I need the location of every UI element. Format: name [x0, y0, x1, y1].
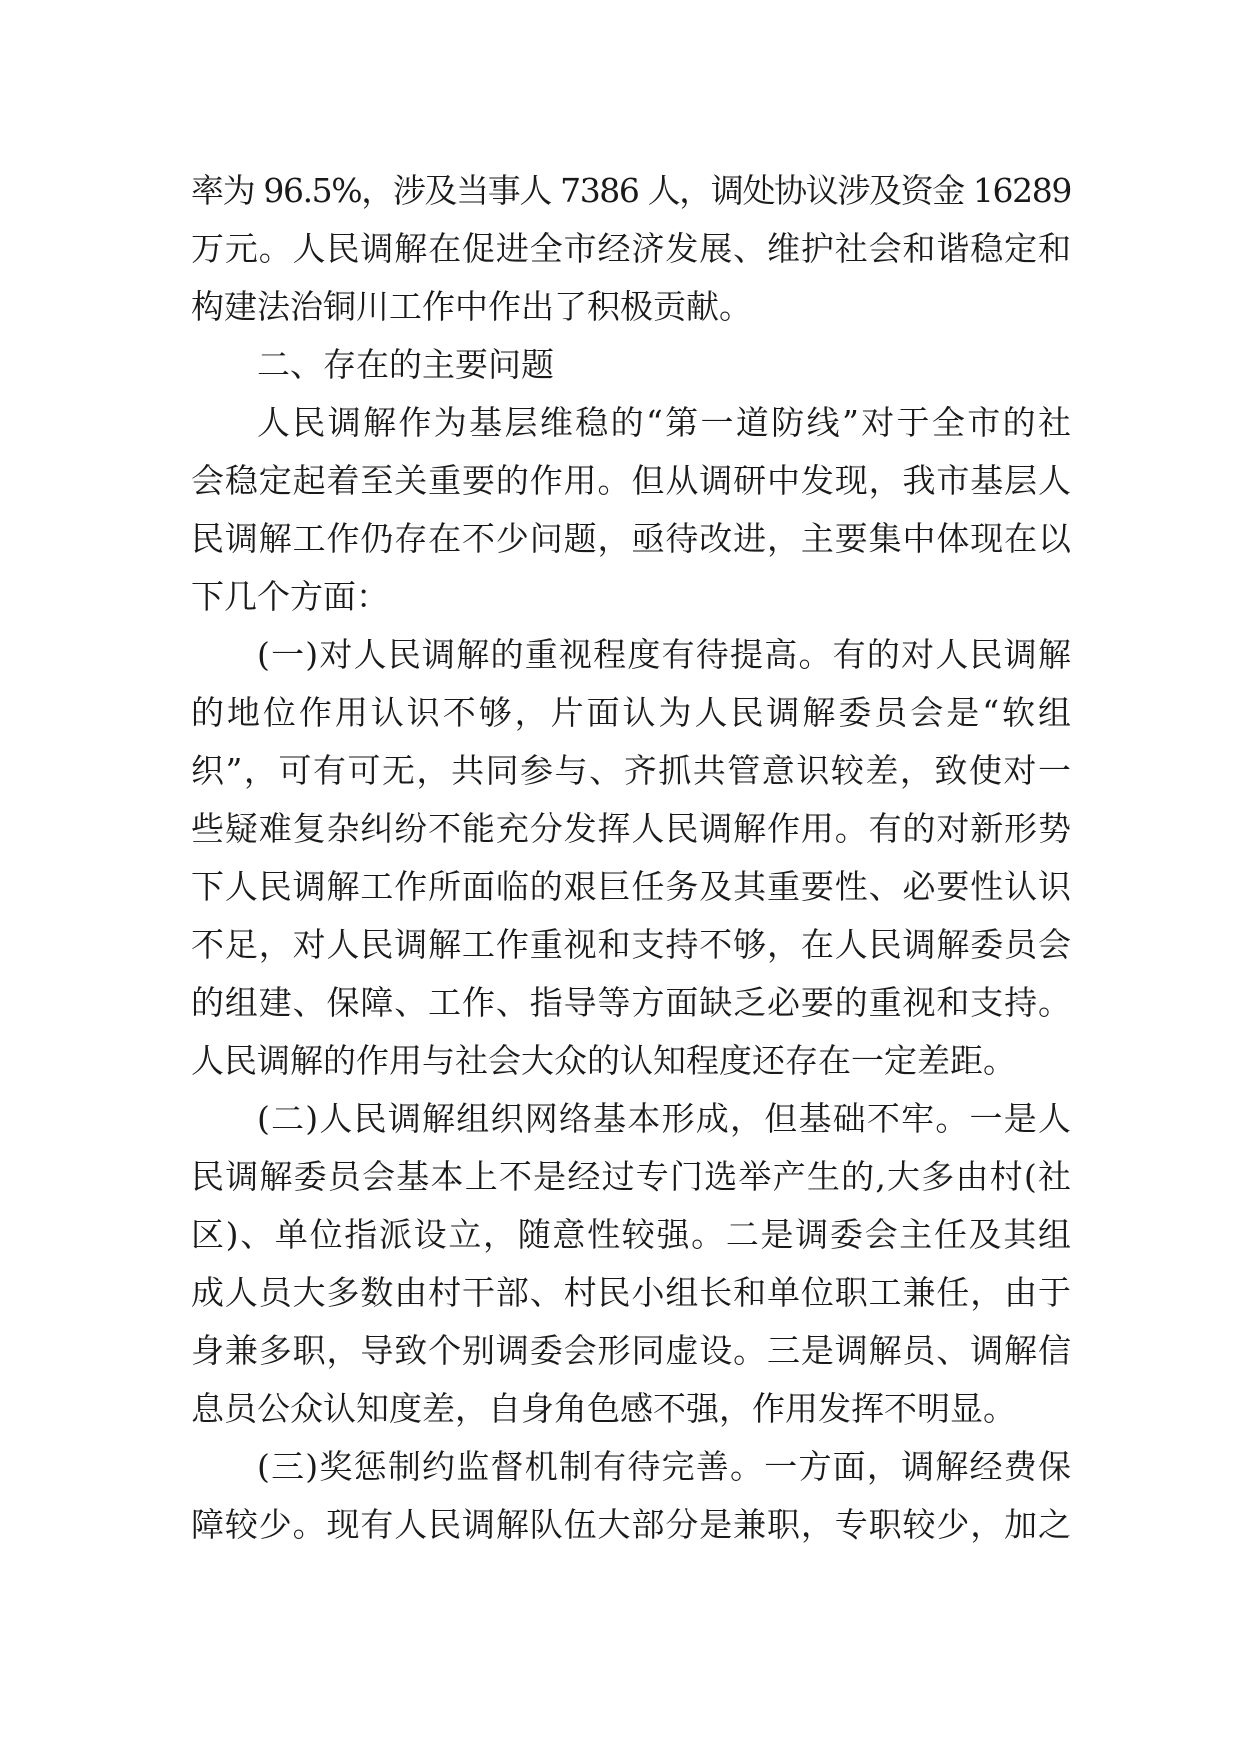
text-line: 下几个方面：	[191, 577, 389, 616]
text-line: 人民调解作为基层维稳的“第一道防线”对于全市的社	[257, 403, 1071, 442]
text-line: 织”，可有可无，共同参与、齐抓共管意识较差，致使对一	[191, 751, 1071, 790]
text-line: 构建法治铜川工作中作出了积极贡献。	[191, 287, 752, 326]
text-line: 的地位作用认识不够，片面认为人民调解委员会是“软组	[191, 693, 1071, 732]
text-line: 下人民调解工作所面临的艰巨任务及其重要性、必要性认识	[191, 867, 1071, 906]
text-line: 不足，对人民调解工作重视和支持不够，在人民调解委员会	[191, 925, 1071, 964]
text-line: 区)、单位指派设立，随意性较强。二是调委会主任及其组	[191, 1215, 1071, 1254]
text-line: 障较少。现有人民调解队伍大部分是兼职，专职较少，加之	[191, 1505, 1071, 1544]
text-line: (二)人民调解组织网络基本形成，但基础不牢。一是人	[257, 1099, 1071, 1138]
text-line: 成人员大多数由村干部、村民小组长和单位职工兼任，由于	[191, 1273, 1071, 1312]
document-body	[191, 162, 1071, 1554]
text-line: 些疑难复杂纠纷不能充分发挥人民调解作用。有的对新形势	[191, 809, 1071, 848]
text-line: (一)对人民调解的重视程度有待提高。有的对人民调解	[257, 635, 1071, 674]
section-heading: 二、存在的主要问题	[257, 345, 554, 384]
text-line: 民调解工作仍存在不少问题，亟待改进，主要集中体现在以	[191, 519, 1071, 558]
text-line: 率为 96.5%，涉及当事人 7386 人，调处协议涉及资金 16289	[191, 171, 1071, 210]
text-line: (三)奖惩制约监督机制有待完善。一方面，调解经费保	[257, 1447, 1071, 1486]
text-line: 身兼多职，导致个别调委会形同虚设。三是调解员、调解信	[191, 1331, 1071, 1370]
text-line: 会稳定起着至关重要的作用。但从调研中发现，我市基层人	[191, 461, 1071, 500]
text-line: 民调解委员会基本上不是经过专门选举产生的,大多由村(社	[191, 1157, 1071, 1196]
text-line: 的组建、保障、工作、指导等方面缺乏必要的重视和支持。	[191, 983, 1071, 1022]
text-line: 息员公众认知度差，自身角色感不强，作用发挥不明显。	[191, 1389, 1016, 1428]
text-line: 万元。人民调解在促进全市经济发展、维护社会和谐稳定和	[191, 229, 1071, 268]
text-line: 人民调解的作用与社会大众的认知程度还存在一定差距。	[191, 1041, 1016, 1080]
